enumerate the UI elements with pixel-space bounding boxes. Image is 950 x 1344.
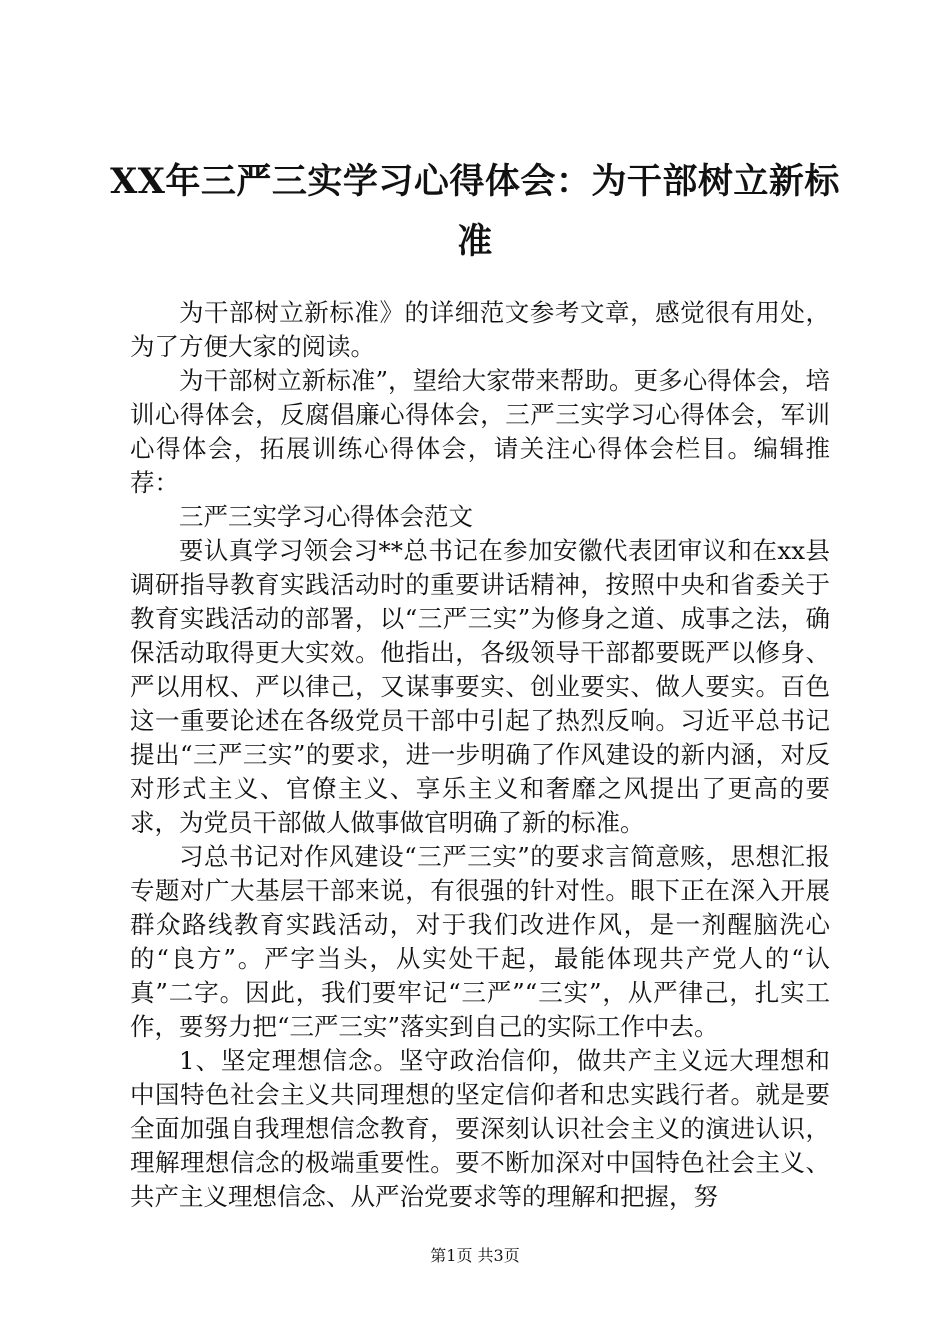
paragraph-2: 为干部树立新标准”，望给大家带来帮助。更多心得体会，培训心得体会，反腐倡廉心得体会，三严三实学习心得体会，军训心得体会，拓展训练心得体会，请关注心得体会栏目。编辑推荐： — [130, 366, 830, 497]
document-title: XX年三严三实学习心得体会：为干部树立新标准 — [110, 161, 840, 262]
paragraph-6: 1、坚定理想信念。坚守政治信仰，做共产主义远大理想和中国特色社会主义共同理想的坚定信仰者和忠实践行者。就是要全面加强自我理想信念教育，要深刻认识社会主义的演进认识，理解理想信念的极端重要性。要不断加深对中国特色社会主义、共产主义理想信念、从严治党要求等的理解和把握，努 — [130, 1046, 830, 1211]
paragraph-1: 为干部树立新标准》的详细范文参考文章，感觉很有用处，为了方便大家的阅读。 — [130, 298, 830, 361]
paragraph-3: 三严三实学习心得体会范文 — [179, 502, 473, 531]
paragraph-4: 要认真学习领会习**总书记在参加安徽代表团审议和在xx县调研指导教育实践活动时的重要讲话精神，按照中央和省委关于教育实践活动的部署，以“三严三实”为修身之道、成事之法，确保活动取得更大实效。他指出，各级领导干部都要既严以修身、严以用权、严以律己，又谋事要实、创业要实、做人要实。百色这一重要论述在各级党员干部中引起了热烈反响。习近平总书记提出“三严三实”的要求，进一步明确了作风建设的新内涵，对反对形式主义、官僚主义、享乐主义和奢靡之风提出了更高的要求，为党员干部做人做事做官明确了新的标准。 — [130, 536, 830, 837]
page-footer: 第1页 共3页 — [430, 1246, 520, 1265]
document-body — [130, 296, 830, 1214]
paragraph-5: 习总书记对作风建设“三严三实”的要求言简意赅，思想汇报专题对广大基层干部来说，有很强的针对性。眼下正在深入开展群众路线教育实践活动，对于我们改进作风，是一剂醒脑洗心的“良方”。严字当头，从实处干起，最能体现共产党人的“认真”二字。因此，我们要牢记“三严”“三实”，从严律己，扎实工作，要努力把“三严三实”落实到自己的实际工作中去。 — [130, 842, 830, 1041]
